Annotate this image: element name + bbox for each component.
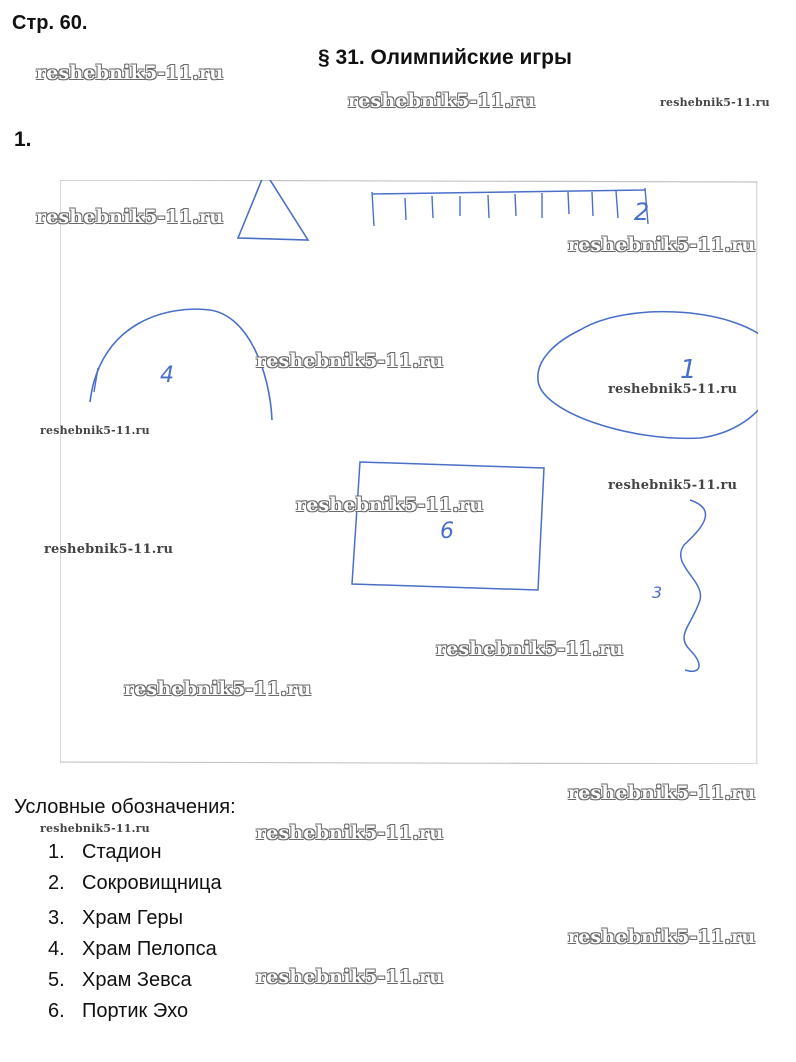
watermark: reshebnik5-11.ru: [568, 234, 756, 256]
task-number: 1.: [14, 128, 32, 151]
legend-item-number: 3.: [48, 907, 65, 929]
watermark: reshebnik5-11.ru: [608, 478, 738, 493]
watermark: reshebnik5-11.ru: [608, 382, 738, 397]
legend-item-number: 1.: [48, 841, 65, 863]
legend-item-label: Портик Эхо: [82, 1000, 189, 1022]
legend-item: [48, 997, 222, 1028]
legend-title: Условные обозначения:: [14, 796, 236, 818]
legend-item-label: Храм Пелопса: [82, 938, 217, 960]
legend-item-number: 4.: [48, 938, 65, 960]
watermark: reshebnik5-11.ru: [36, 62, 224, 84]
legend-item: [48, 869, 222, 900]
hand-label-1: 1: [680, 355, 697, 385]
legend-item: [48, 904, 222, 935]
legend-item: [48, 935, 222, 966]
legend-item: [48, 838, 222, 869]
legend-item-label: Сокровищница: [82, 872, 222, 894]
watermark: reshebnik5-11.ru: [124, 678, 312, 700]
legend-item-number: 6.: [48, 1000, 65, 1022]
legend-item: [48, 966, 222, 997]
legend-item-number: 2.: [48, 872, 65, 894]
watermark: reshebnik5-11.ru: [256, 822, 444, 844]
watermark: reshebnik5-11.ru: [660, 96, 770, 109]
watermark: reshebnik5-11.ru: [36, 206, 224, 228]
hand-label-4: 4: [160, 363, 174, 388]
watermark: reshebnik5-11.ru: [296, 494, 484, 516]
page-title: § 31. Олимпийские игры: [318, 46, 572, 69]
legend-item-label: Стадион: [82, 841, 162, 863]
legend-item-number: 5.: [48, 969, 65, 991]
watermark: reshebnik5-11.ru: [40, 822, 150, 835]
legend-item-label: Храм Зевса: [82, 969, 192, 991]
watermark: reshebnik5-11.ru: [256, 350, 444, 372]
watermark: reshebnik5-11.ru: [40, 424, 150, 437]
watermark: reshebnik5-11.ru: [44, 542, 174, 557]
page-number: Стр. 60.: [12, 12, 88, 34]
hand-label-3: 3: [652, 583, 663, 602]
hand-label-2: 2: [634, 198, 650, 226]
watermark: reshebnik5-11.ru: [256, 966, 444, 988]
legend-list: [48, 838, 222, 1028]
legend-item-label: Храм Геры: [82, 907, 184, 929]
watermark: reshebnik5-11.ru: [568, 782, 756, 804]
watermark: reshebnik5-11.ru: [348, 90, 536, 112]
hand-label-6: 6: [440, 519, 454, 544]
hand-drawn-map: [60, 180, 758, 764]
watermark: reshebnik5-11.ru: [568, 926, 756, 948]
watermark: reshebnik5-11.ru: [436, 638, 624, 660]
paper-shadow: [757, 182, 758, 764]
paper-sheet: [60, 180, 757, 764]
